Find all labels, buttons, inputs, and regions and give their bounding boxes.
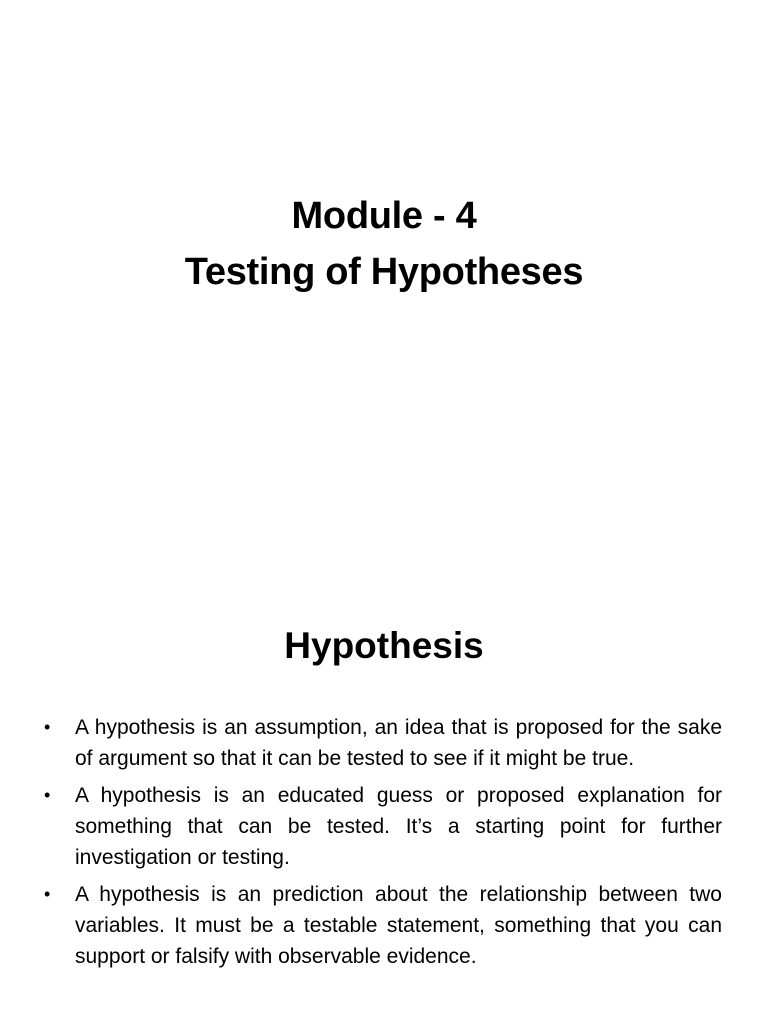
bullet-text: A hypothesis is an assumption, an idea that is proposed for the sake of argument so that it can be tested to see if it might be true. bbox=[75, 716, 722, 770]
bullet-icon: • bbox=[44, 785, 51, 805]
hypothesis-slide bbox=[0, 512, 768, 1024]
module-subtitle: Testing of Hypotheses bbox=[184, 251, 584, 293]
bullet-text: A hypothesis is an prediction about the relationship between two variables. It must be a testable statement, something that you can support or falsify with observable evidence. bbox=[75, 883, 722, 968]
list-item bbox=[44, 879, 722, 972]
bullet-icon: • bbox=[44, 884, 51, 904]
bullet-list bbox=[44, 712, 722, 978]
list-item bbox=[44, 780, 722, 873]
slide-title bbox=[0, 188, 768, 300]
bullet-text: A hypothesis is an educated guess or proposed explanation for something that can be tested. It’s a starting point for further investigation or testing. bbox=[75, 784, 722, 869]
slide-heading: Hypothesis bbox=[284, 625, 484, 666]
list-item bbox=[44, 712, 722, 774]
module-title: Module - 4 bbox=[291, 195, 477, 237]
bullet-icon: • bbox=[44, 717, 51, 737]
